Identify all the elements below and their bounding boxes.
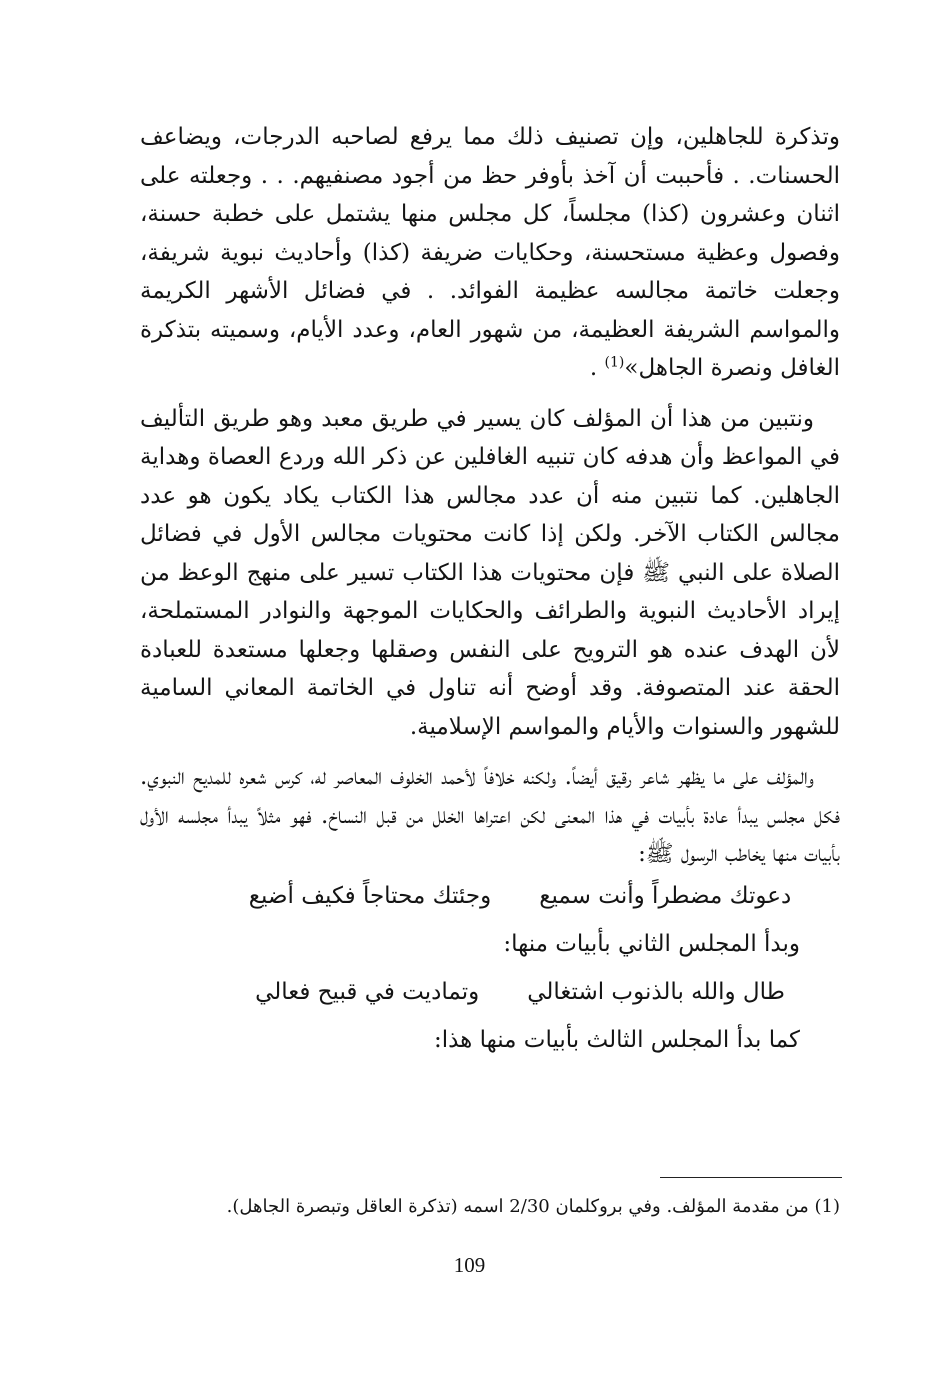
- verse-3-intro: كما بدأ المجلس الثالث بأبيات منها هذا:: [433, 1026, 800, 1053]
- paragraph-1: [140, 118, 840, 388]
- verse-1-first-hemistich: دعوتك مضطراً وأنت سميع: [539, 882, 792, 909]
- verse-1-second-hemistich: وجئتك محتاجاً فكيف أضيع: [248, 882, 492, 909]
- page-body: [140, 118, 840, 1066]
- paragraph-3: والمؤلف على ما يظهر شاعر رقيق أيضاً. ولكنه خلافاً لأحمد الخلوف المعاصر له، كرس شعره للمديح النبوي. فكل مجلس يبدأ عادة بأبيات في هذا المعنى لكن اعتراها الخلل من قبل النساخ. فهو مثلاً يبدأ مجلسه الأول بأبيات منها يخاطب الرسول ﷺ:: [140, 764, 840, 867]
- verse-2: [140, 970, 840, 1014]
- footnote-ref: (1): [604, 354, 625, 371]
- paragraph-1-text: وتذكرة للجاهلين، وإن تصنيف ذلك مما يرفع لصاحبه الدرجات، ويضاعف الحسنات. . فأحببت أن آخذ بأوفر حظ من أجود مصنفيهم. . . وجعلته على اثنان وعشرون (كذا) مجلساً، كل مجلس منها يشتمل على خطبة حسنة، وفصول وعظية مستحسنة، وحكايات ضريفة (كذا) وأحاديث نبوية شريفة، وجعلت خاتمة مجالسه عظيمة الفوائد. . في فضائل الأشهر الكريمة والمواسم الشريفة العظيمة، من شهور العام، وعدد الأيام، وسميته بتذكرة الغافل ونصرة الجاهل»: [140, 124, 841, 381]
- footnote-divider: [660, 1177, 842, 1178]
- verse-2-first-hemistich: طال والله بالذنوب اشتغالي: [527, 978, 785, 1005]
- page-number: 109: [453, 1253, 486, 1277]
- footnote: (1) من مقدمة المؤلف. وفي بروكلمان 2/30 اسمه (تذكرة العاقل وتبصرة الجاهل).: [226, 1196, 840, 1217]
- paragraph-2: ونتبين من هذا أن المؤلف كان يسير في طريق معبد وهو طريق التأليف في المواعظ وأن هدفه كان تنبيه الغافلين عن ذكر الله وردع العصاة وهداية الجاهلين. كما نتبين منه أن عدد مجالس هذا الكتاب يكاد يكون هو عدد مجالس الكتاب الآخر. ولكن إذا كانت محتويات مجالس الأول في فضائل الصلاة على النبي ﷺ فإن محتويات هذا الكتاب تسير على منهج الوعظ من إيراد الأحاديث النبوية والطرائف والحكايات الموجهة والنوادر المستملحة، لأن الهدف عنده هو الترويح على النفس وصقلها وجعلها مستعدة للعبادة الحقة عند المتصوفة. وقد أوضح أنه تناول في الخاتمة المعاني السامية للشهور والسنوات والأيام والمواسم الإسلامية.: [140, 405, 840, 740]
- verse-2-intro: وبدأ المجلس الثاني بأبيات منها:: [503, 930, 800, 957]
- paragraph-1-end: .: [589, 355, 605, 381]
- verse-1: [140, 874, 840, 918]
- verse-2-second-hemistich: وتماديت في قبيح فعالي: [255, 978, 480, 1005]
